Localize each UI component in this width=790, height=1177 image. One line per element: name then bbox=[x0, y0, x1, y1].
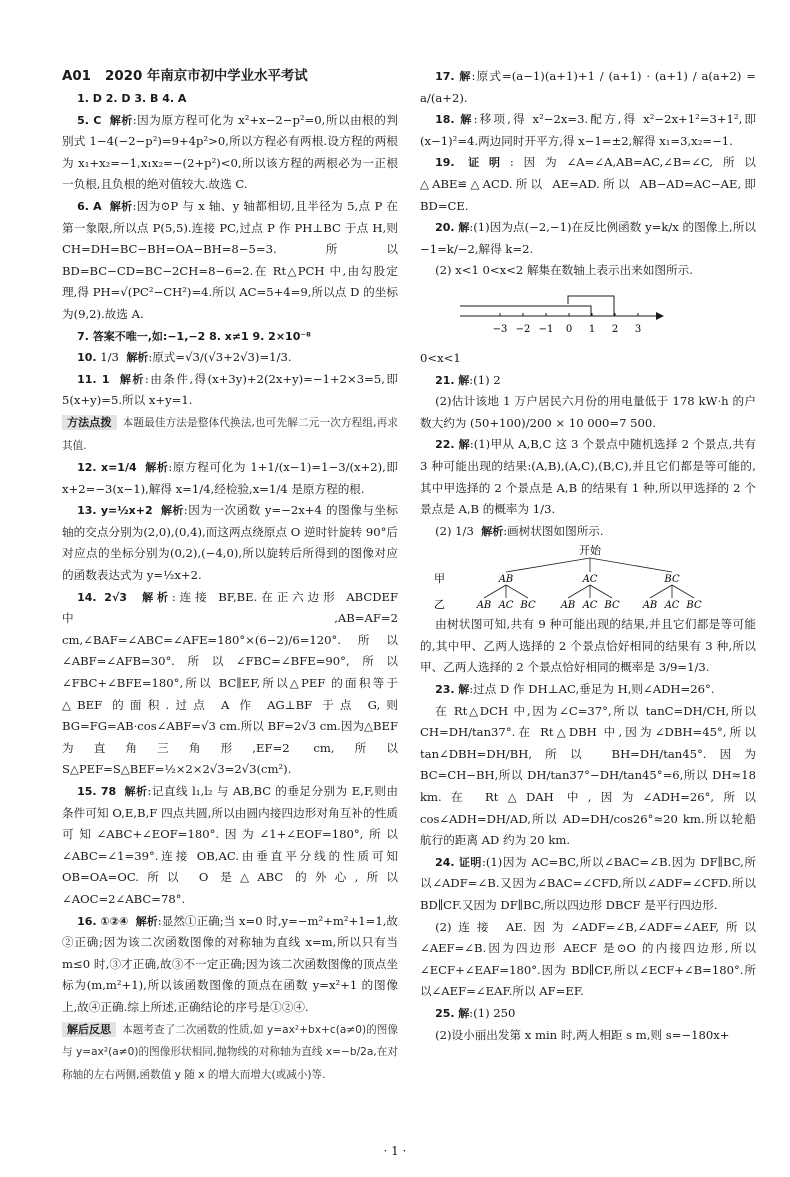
tree-node-second: AC bbox=[498, 600, 514, 612]
tree-branch-second bbox=[650, 585, 672, 598]
q25-part1: 25. 解:(1) 250 bbox=[435, 1005, 516, 1020]
tree-branch-first bbox=[590, 558, 672, 572]
number-line-tick-label: −3 bbox=[492, 323, 508, 335]
tree-row-yi: 乙 bbox=[434, 598, 445, 612]
number-line bbox=[420, 284, 756, 346]
q25-part2: (2)设小丽出发第 x min 时,两人相距 s m,则 s=−180x+ bbox=[435, 1027, 730, 1042]
q24-part2: (2)连接 AE.因为∠ADF=∠B,∠ADF=∠AEF,所以∠AEF=∠B.因为四边形 AECF 是⊙O 的内接四边形,所以∠ECF+∠EAF=180°.因为 BD∥CF,所以∠ECF+∠B=180°.所以∠AEF=∠EAF.所以 AF=EF. bbox=[420, 919, 756, 999]
reflection-tip: 解后反思 本题考查了二次函数的性质,如 y=ax²+bx+c(a≠0)的图像与 y=ax²(a≠0)的图像形状相同,抛物线的对称轴为直线 x=−b/2a,在对称轴的左右两侧,函数值 y 随 x 的增大而增大(或减小)等. bbox=[62, 1022, 398, 1081]
right-column bbox=[420, 66, 756, 1046]
tree-branch-second bbox=[484, 585, 506, 598]
tree-diagram bbox=[420, 542, 756, 614]
number-line-tick-label: −2 bbox=[515, 323, 531, 335]
solution-bracket-lt-1 bbox=[460, 306, 591, 316]
q20-answer: 0<x<1 bbox=[420, 350, 461, 365]
q16: 16. ①②④ 解析:显然①正确;当 x=0 时,y=−m²+m²+1=1,故②正确;因为该二次函数图像的对称轴为直线 x=m,所以只有当 m≤0 时,③才正确,故③不一定正确;因为该二次函数图像的顶点坐标为(m,m²+1),所以该函数图像的顶点在函数 y=x²+1 的图像上,故④正确.综上所述,正确结论的序号是①②④. bbox=[62, 913, 398, 1014]
tree-node-second: AB bbox=[642, 600, 658, 612]
q22-part2: (2) 1/3 解析:画树状图如图所示. bbox=[435, 523, 604, 538]
q17: 17. 解:原式=(a−1)(a+1)+1 / (a+1) · (a+1) / a(a+2) = a/(a+2). bbox=[420, 69, 756, 105]
answers-7-9: 7. 答案不唯一,如:−1,−2 8. x≠1 9. 2×10⁻⁸ bbox=[77, 329, 311, 343]
tree-node-first: AC bbox=[582, 574, 598, 586]
tree-node-second: BC bbox=[604, 600, 620, 612]
page-title: A01 2020 年南京市初中学业水平考试 bbox=[62, 69, 308, 84]
number-line-arrow-icon bbox=[656, 312, 664, 320]
tree-branch-second bbox=[672, 585, 694, 598]
q24-part1: 24. 证明:(1)因为 AC=BC,所以∠BAC=∠B.因为 DF∥BC,所以∠ADF=∠B.又因为∠BAC=∠CFD,所以∠ADF=∠CFD.所以 BD∥CF.又因为 DF∥BC,所以四边形 DBCF 是平行四边形. bbox=[420, 854, 757, 912]
tree-node-second: AB bbox=[560, 600, 576, 612]
tree-branch-second bbox=[590, 585, 612, 598]
left-column bbox=[62, 66, 398, 1086]
tree-branch-second bbox=[568, 585, 590, 598]
tree-branch-second bbox=[506, 585, 528, 598]
number-line-tick-label: 0 bbox=[565, 323, 573, 335]
tree-node-second: AC bbox=[664, 600, 680, 612]
tree-node-first: BC bbox=[664, 574, 680, 586]
q10: 10. 1/3 解析:原式=√3/(√3+2√3)=1/3. bbox=[77, 350, 292, 365]
tree-diagram-figure bbox=[420, 542, 756, 614]
tree-nodes bbox=[476, 558, 702, 611]
q18: 18. 解:移项,得 x²−2x=3.配方,得 x²−2x+1²=3+1²,即(x−1)²=4.两边同时开平方,得 x−1=±2,解得 x₁=3,x₂=−1. bbox=[420, 112, 757, 148]
number-line-tick-label: 3 bbox=[634, 323, 642, 335]
q14: 14. 2√3 解析:连接 BF,BE.在正六边形 ABCDEF 中,AB=AF=2 cm,∠BAF=∠ABC=∠AFE=180°×(6−2)/6=120°.所以∠ABF=∠AFB=30°.所以∠FBC=∠BFE=90°,所以∠FBC+∠BFE=180°,所以 BC∥EF,所以△PEF 的面积等于△BEF 的面积.过点 A 作 AG⊥BF 于点 G,则 BG=FG=AB·cos∠ABF=√3 cm.所以 BF=2√3 cm.因为△BEF 为直角三角形,EF=2 cm,所以 S△PEF=S△BEF=½×2×2√3=2√3(cm²). bbox=[62, 589, 398, 777]
number-line-tick-label: 1 bbox=[588, 323, 596, 335]
number-line-tick-label: 2 bbox=[611, 323, 619, 335]
q12: 12. x=1/4 解析:原方程可化为 1+1/(x−1)=1−3/(x+2),即 x+2=−3(x−1),解得 x=1/4,经检验,x=1/4 是原方程的根. bbox=[62, 460, 399, 496]
tree-row-jia: 甲 bbox=[434, 572, 445, 586]
q22-part3: 由树状图可知,共有 9 种可能出现的结果,并且它们都是等可能的,其中甲、乙两人选择的 2 个景点恰好相同的结果有 3 种,所以甲、乙两人选择的 2 个景点恰好相同的概率是 3/9=1/3. bbox=[420, 617, 756, 675]
answers-1-4: 1. D 2. D 3. B 4. A bbox=[77, 92, 187, 105]
tree-branch-first bbox=[506, 558, 590, 572]
q22-part1: 22. 解:(1)甲从 A,B,C 这 3 个景点中随机选择 2 个景点,共有 3 种可能出现的结果:(A,B),(A,C),(B,C),并且它们都是等可能的,其中甲选择的 2 个景点是 A,B 的结果有 1 种,所以甲选择的 2 个景点是 A,B 的概率为 1/3. bbox=[420, 437, 757, 517]
q20-part1: 20. 解:(1)因为点(−2,−1)在反比例函数 y=k/x 的图像上,所以−1=k/−2,解得 k=2. bbox=[420, 220, 757, 256]
q13: 13. y=½x+2 解析:因为一次函数 y=−2x+4 的图像与坐标轴的交点分别为(2,0),(0,4),而这两点绕原点 O 逆时针旋转 90°后对应点的坐标分别为(0,2),(−4,0),所以旋转后所得到的图像对应的函数表达式为 y=½x+2. bbox=[62, 503, 399, 583]
method-tip: 方法点拨 本题最佳方法是整体代换法,也可先解二元一次方程组,再求其值. bbox=[62, 415, 399, 452]
q20-part2: (2) x<1 0<x<2 解集在数轴上表示出来如图所示. bbox=[435, 263, 693, 278]
page-number: · 1 · bbox=[383, 1144, 407, 1158]
q21-part1: 21. 解:(1) 2 bbox=[435, 372, 501, 387]
q6: 6. A 解析:因为⊙P 与 x 轴、y 轴都相切,且半径为 5,点 P 在第一象限,所以点 P(5,5).连接 PC,过点 P 作 PH⊥BC 于点 H,则 CH=DH=BC−BH=OA−BH=8−5=3.所以 BD=BC−CD=BC−2CH=8−6=2.在 Rt△PCH 中,由勾股定理,得 PH=√(PC²−CH²)=4.所以 AC=5+4=9,所以点 D 的坐标为(9,2).故选 A. bbox=[62, 198, 398, 321]
number-line-figure bbox=[420, 284, 756, 346]
tree-node-first: AB bbox=[498, 574, 514, 586]
q21-part2: (2)估计该地 1 万户居民六月份的用电量低于 178 kW·h 的户数大约为 (50+100)/200 × 10 000=7 500. bbox=[420, 394, 756, 430]
tree-node-second: AC bbox=[582, 600, 598, 612]
tree-node-second: BC bbox=[520, 600, 536, 612]
q5: 5. C 解析:因为原方程可化为 x²+x−2−p²=0,所以由根的判别式 1−4(−2−p²)=9+4p²>0,所以方程必有两根.设方程的两根为 x₁+x₂=−1,x₁x₂=−(2+p²)<0,所以该方程的两根必为一正根一负根,且负根的绝对值较大.故选 C. bbox=[62, 112, 398, 192]
number-line-tick-label: −1 bbox=[538, 323, 554, 335]
q19: 19. 证明:因为∠A=∠A,AB=AC,∠B=∠C,所以△ABE≌△ACD.所以 AE=AD.所以 AB−AD=AC−AE,即 BD=CE. bbox=[420, 155, 756, 213]
q11: 11. 1 解析:由条件,得(x+3y)+2(2x+y)=−1+2×3=5,即 5(x+y)=5.所以 x+y=1. bbox=[62, 371, 398, 408]
tree-node-second: BC bbox=[686, 600, 702, 612]
tree-root-label: 开始 bbox=[579, 544, 601, 558]
tree-node-second: AB bbox=[476, 600, 492, 612]
q23-part2: 在 Rt△DCH 中,因为∠C=37°,所以 tanC=DH/CH,所以 CH=DH/tan37°.在 Rt△DBH 中,因为∠DBH=45°,所以 tan∠DBH=DH/BH,所以 BH=DH/tan45°.因为 BC=CH−BH,所以 DH/tan37°−DH/tan45°=6,所以 DH≈18 km.在 Rt△DAH 中,因为∠ADH=26°,所以 cos∠ADH=DH/AD,所以 AD=DH/cos26°≈20 km.所以轮船航行的距离 AD 约为 20 km. bbox=[420, 703, 756, 848]
q15: 15. 78 解析:记直线 l₁,l₂ 与 AB,BC 的垂足分别为 E,F,则由条件可知 O,E,B,F 四点共圆,所以由圆内接四边形对角互补的性质可知∠ABC+∠EOF=180°.因为∠1+∠EOF=180°,所以∠ABC=∠1=39°.连接 OB,AC.由垂直平分线的性质可知 OB=OA=OC.所以 O 是△ABC 的外心,所以∠AOC=2∠ABC=78°. bbox=[62, 784, 398, 906]
q23-part1: 23. 解:过点 D 作 DH⊥AC,垂足为 H,则∠ADH=26°. bbox=[435, 682, 715, 697]
